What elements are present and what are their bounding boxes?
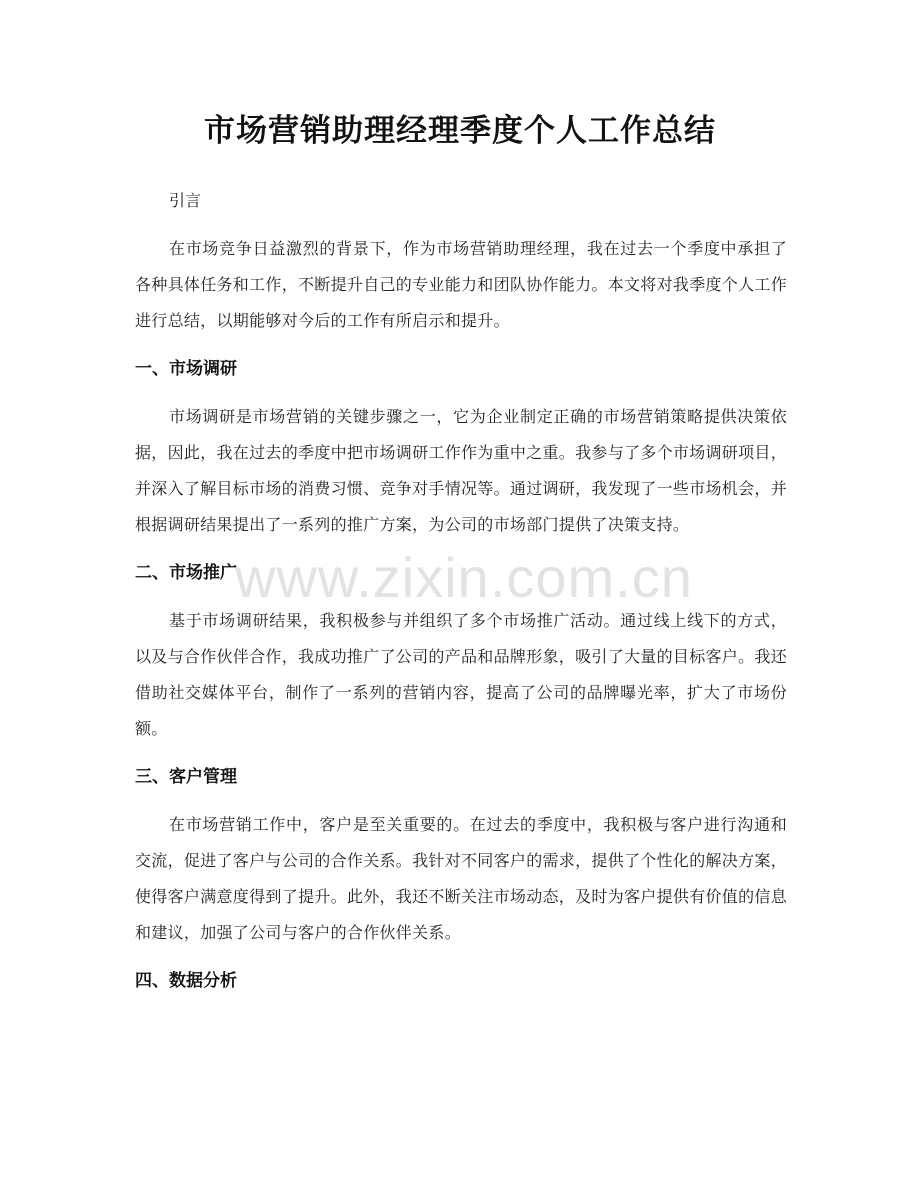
section-market-research <box>135 351 787 555</box>
section-market-promotion <box>135 555 787 759</box>
section-customer-management <box>135 759 787 963</box>
document-body <box>135 183 787 999</box>
intro-label: 引言 <box>169 191 202 210</box>
section-heading: 一、市场调研 <box>135 359 237 379</box>
document-title: 市场营销助理经理季度个人工作总结 <box>204 113 716 149</box>
section-paragraph: 在市场营销工作中，客户是至关重要的。在过去的季度中，我积极与客户进行沟通和交流，促进了客户与公司的合作关系。我针对不同客户的需求，提供了个性化的解决方案，使得客户满意度得到了提升。此外，我还不断关注市场动态，及时为客户提供有价值的信息和建议，加强了公司与客户的合作伙伴关系。 <box>135 815 788 942</box>
section-paragraph: 基于市场调研结果，我积极参与并组织了多个市场推广活动。通过线上线下的方式，以及与合作伙伴合作，我成功推广了公司的产品和品牌形象，吸引了大量的目标客户。我还借助社交媒体平台，制作了一系列的营销内容，提高了公司的品牌曝光率，扩大了市场份额。 <box>135 611 788 738</box>
section-heading: 四、数据分析 <box>135 971 237 991</box>
intro-paragraph: 在市场竞争日益激烈的背景下，作为市场营销助理经理，我在过去一个季度中承担了各种具体任务和工作，不断提升自己的专业能力和团队协作能力。本文将对我季度个人工作进行总结，以期能够对今后的工作有所启示和提升。 <box>135 239 788 330</box>
section-heading: 二、市场推广 <box>135 563 237 583</box>
watermark: www.zixin.com.cn <box>235 546 693 609</box>
section-heading: 三、客户管理 <box>135 767 237 787</box>
section-paragraph: 市场调研是市场营销的关键步骤之一，它为企业制定正确的市场营销策略提供决策依据，因此，我在过去的季度中把市场调研工作作为重中之重。我参与了多个市场调研项目，并深入了解目标市场的消费习惯、竞争对手情况等。通过调研，我发现了一些市场机会，并根据调研结果提出了一系列的推广方案，为公司的市场部门提供了决策支持。 <box>135 407 788 534</box>
section-data-analysis <box>135 963 787 999</box>
